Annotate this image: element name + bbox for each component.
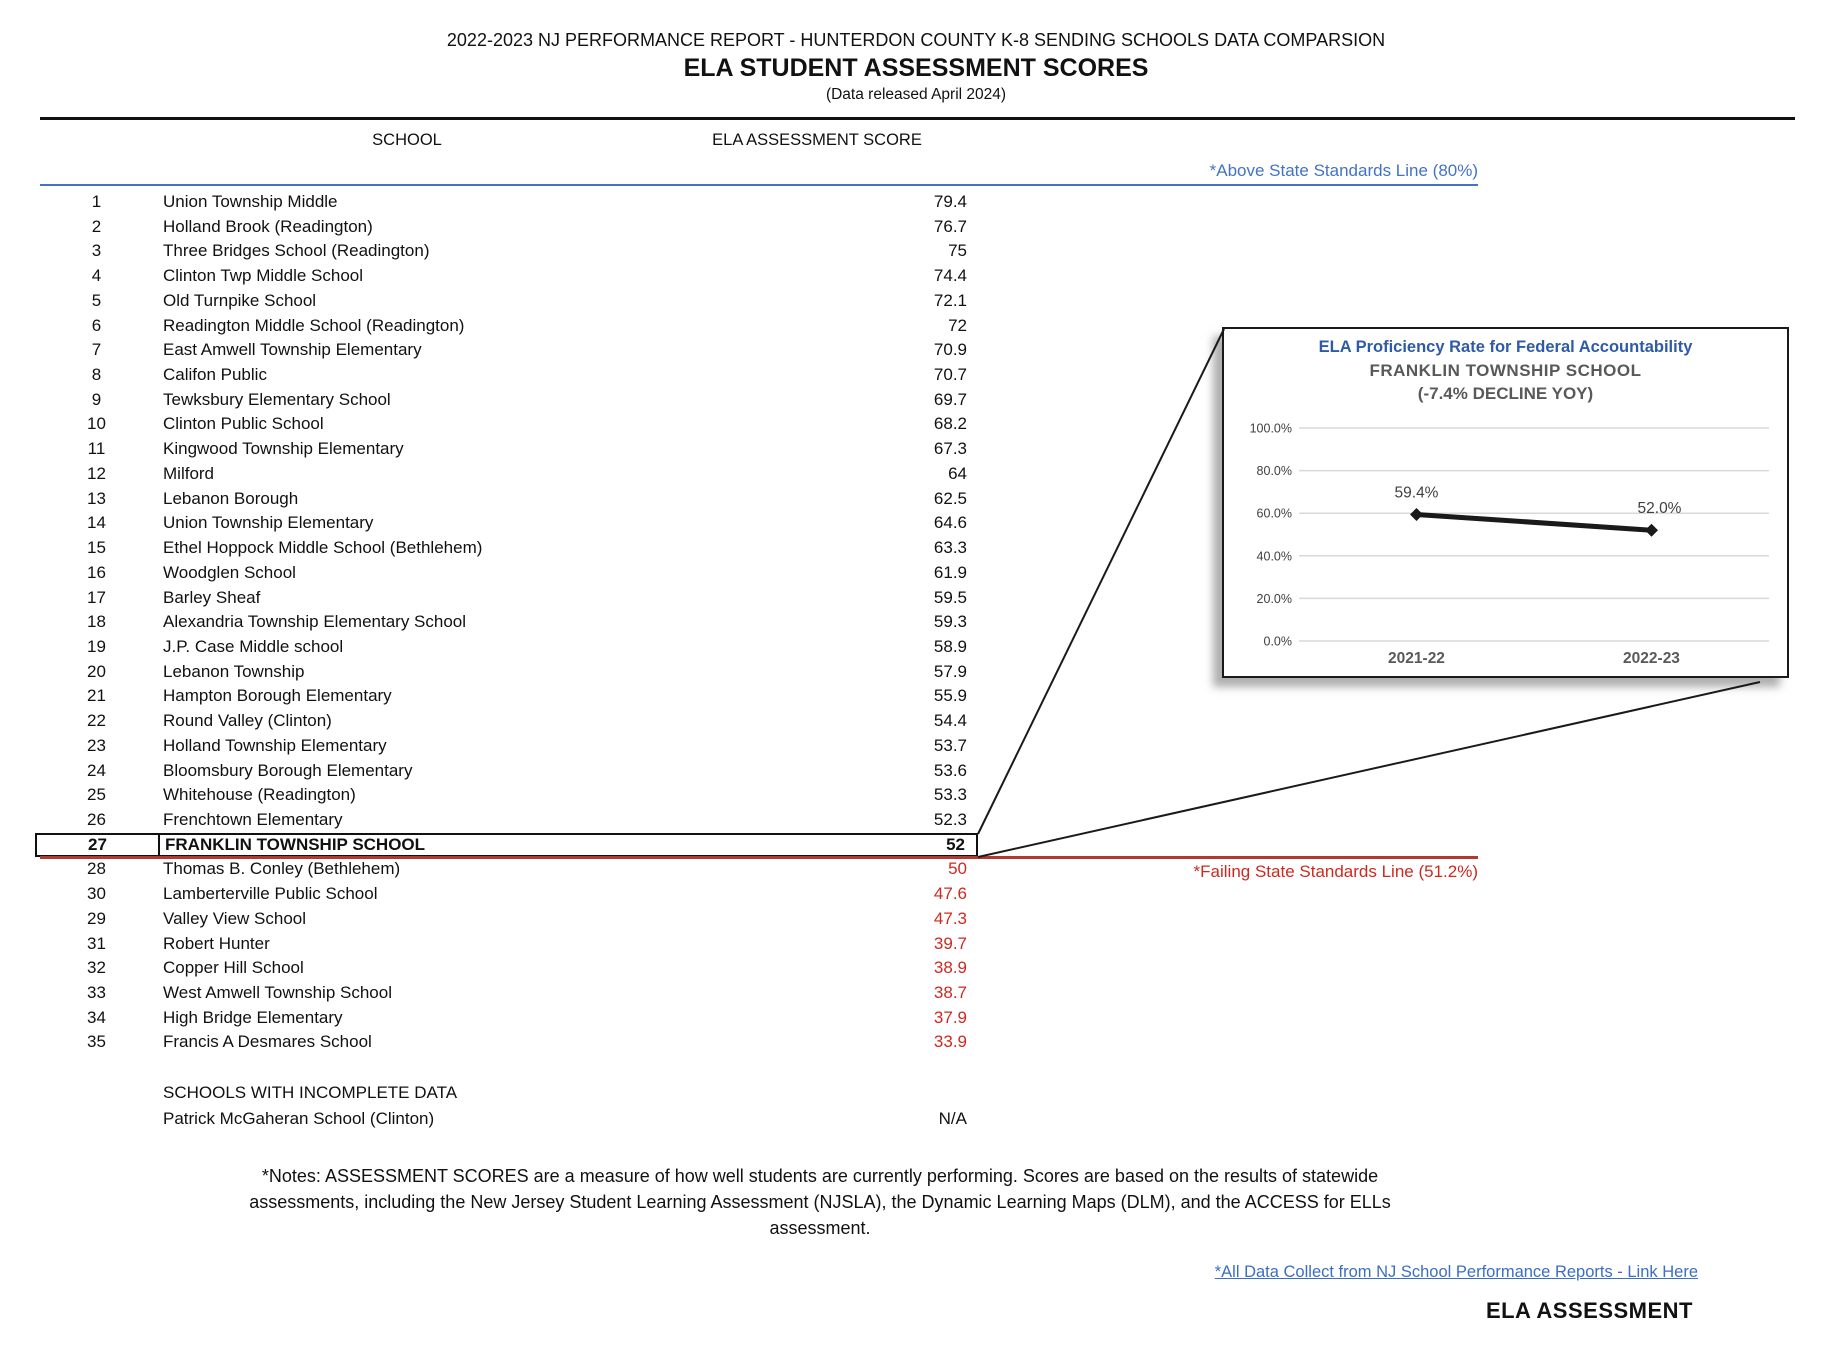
score: 76.7 [933, 216, 967, 236]
sheet-label: ELA ASSESSMENT [1485, 1298, 1693, 1323]
rank: 30 [87, 884, 106, 904]
school-name: Milford [163, 463, 215, 483]
rank: 10 [87, 414, 106, 434]
school-name: Lamberterville Public School [163, 884, 378, 904]
table-row [35, 215, 978, 240]
score: 54.4 [933, 711, 967, 731]
x-tick-label: 2021-22 [1388, 650, 1445, 667]
score: 62.5 [933, 488, 967, 508]
table-row [35, 857, 978, 882]
series-line [1417, 514, 1652, 530]
incomplete-data-header: SCHOOLS WITH INCOMPLETE DATA [163, 1083, 458, 1102]
table-row [35, 709, 978, 734]
score: 38.9 [933, 958, 967, 978]
table-row [35, 833, 978, 858]
score: 47.3 [933, 908, 967, 928]
table-row [35, 511, 978, 536]
table-row [35, 1006, 978, 1031]
school-name: Old Turnpike School [163, 290, 317, 310]
rank: 5 [91, 290, 102, 310]
score: 57.9 [933, 661, 967, 681]
rank: 17 [87, 587, 106, 607]
rank: 11 [87, 439, 106, 459]
school-name: Thomas B. Conley (Bethlehem) [163, 859, 401, 879]
rank: 15 [87, 538, 106, 558]
school-name: Woodglen School [163, 562, 296, 582]
school-name: Robert Hunter [163, 933, 270, 953]
school-name: Three Bridges School (Readington) [163, 241, 430, 261]
table-row [35, 932, 978, 957]
school-name: Ethel Hoppock Middle School (Bethlehem) [163, 538, 483, 558]
data-point-marker [1645, 524, 1658, 537]
score: 72.1 [933, 290, 967, 310]
rank: 21 [87, 686, 106, 706]
notes-line: assessments, including the New Jersey Student Learning Assessment (NJSLA), the Dynamic Learning Maps (DLM), and the ACCESS for ELLs [249, 1192, 1391, 1212]
rank: 31 [87, 933, 106, 953]
score: 75 [948, 241, 967, 261]
rank: 7 [91, 340, 102, 360]
rank: 25 [87, 785, 106, 805]
table-row-incomplete [35, 1109, 978, 1129]
rank: 12 [87, 463, 106, 483]
school-name: Barley Sheaf [163, 587, 261, 607]
y-tick-label: 100.0% [1249, 421, 1292, 436]
table-row [35, 487, 978, 512]
table-row [35, 264, 978, 289]
school-name: Lebanon Township [163, 661, 305, 681]
score: 59.3 [933, 612, 967, 632]
above-standards-line [40, 184, 1478, 186]
table-row [35, 536, 978, 561]
rank: 26 [87, 809, 106, 829]
chart-subtitle-school: FRANKLIN TOWNSHIP SCHOOL [1369, 361, 1642, 380]
school-name: Tewksbury Elementary School [163, 389, 391, 409]
table-row [35, 190, 978, 215]
school-name: West Amwell Township School [163, 983, 392, 1002]
school-name: East Amwell Township Elementary [163, 340, 422, 360]
school-name: Hampton Borough Elementary [163, 686, 392, 706]
table-row [35, 981, 978, 1006]
score: 61.9 [933, 562, 967, 582]
school-name: Patrick McGaheran School (Clinton) [163, 1109, 435, 1128]
table-row [35, 1030, 978, 1055]
table-row [35, 363, 978, 388]
score: 53.7 [933, 735, 967, 755]
notes-line: *Notes: ASSESSMENT SCORES are a measure of how well students are currently performing. Scores are based on the results of statewide [261, 1166, 1379, 1186]
table-row [35, 412, 978, 437]
y-tick-label: 0.0% [1263, 634, 1292, 649]
table-row [35, 783, 978, 808]
school-name: Clinton Public School [163, 414, 324, 434]
column-header-score: ELA ASSESSMENT SCORE [712, 131, 922, 149]
rank: 8 [91, 365, 102, 385]
chart-plot [1224, 411, 1787, 673]
data-point-marker [1410, 508, 1423, 521]
school-name: Readington Middle School (Readington) [163, 315, 465, 335]
score: 52 [946, 834, 965, 854]
school-name: Valley View School [163, 908, 307, 928]
table-row [35, 734, 978, 759]
proficiency-chart [1222, 327, 1789, 678]
school-name: Copper Hill School [163, 958, 304, 978]
y-tick-label: 80.0% [1256, 464, 1292, 479]
rank: 9 [91, 389, 102, 409]
score: 55.9 [933, 686, 967, 706]
score: 68.2 [933, 414, 967, 434]
rank: 27 [37, 835, 160, 856]
table-row [35, 289, 978, 314]
table-row [35, 610, 978, 635]
table-row [35, 684, 978, 709]
table-row [35, 462, 978, 487]
school-name: High Bridge Elementary [163, 1007, 343, 1027]
school-name: FRANKLIN TOWNSHIP SCHOOL [165, 834, 426, 854]
notes [116, 1163, 1524, 1241]
table-row [35, 635, 978, 660]
score: 72 [948, 315, 967, 335]
score: 64.6 [933, 513, 967, 533]
school-name: Union Township Elementary [163, 513, 374, 533]
rank: 22 [87, 711, 106, 731]
score: 50 [948, 859, 967, 879]
score: 37.9 [933, 1007, 967, 1027]
table-row [35, 338, 978, 363]
table-row [35, 660, 978, 685]
score: 38.7 [933, 983, 967, 1002]
school-name: J.P. Case Middle school [163, 636, 344, 656]
table-row [35, 388, 978, 413]
rank: 33 [87, 983, 106, 1002]
score: 64 [948, 463, 967, 483]
chart-subtitle-decline: (-7.4% DECLINE YOY) [1417, 384, 1594, 403]
rank: 16 [87, 562, 106, 582]
rank: 24 [87, 760, 106, 780]
score: 74.4 [933, 266, 967, 286]
score: 58.9 [933, 636, 967, 656]
score: 70.9 [933, 340, 967, 360]
score: 39.7 [933, 933, 967, 953]
school-name: Holland Township Elementary [163, 735, 387, 755]
y-tick-label: 20.0% [1256, 591, 1292, 606]
score: 53.3 [933, 785, 967, 805]
rank: 3 [91, 241, 102, 261]
x-tick-label: 2022-23 [1623, 650, 1680, 667]
rank: 6 [91, 315, 102, 335]
rank: 18 [87, 612, 106, 632]
school-name: Round Valley (Clinton) [163, 711, 332, 731]
school-name: Lebanon Borough [163, 488, 299, 508]
report-header-line: 2022-2023 NJ PERFORMANCE REPORT - HUNTERDON COUNTY K-8 SENDING SCHOOLS DATA COMPARSION [446, 30, 1386, 50]
table-row [35, 808, 978, 833]
rank: 32 [87, 958, 106, 978]
table-row [35, 759, 978, 784]
school-name: Bloomsbury Borough Elementary [163, 760, 413, 780]
data-label: 52.0% [1637, 500, 1682, 518]
score: 67.3 [933, 439, 967, 459]
notes-line: assessment. [769, 1218, 871, 1238]
table-row [35, 882, 978, 907]
rank: 1 [91, 192, 102, 211]
score: 47.6 [933, 884, 967, 904]
rank: 34 [87, 1007, 106, 1027]
rank: 29 [87, 908, 106, 928]
rank: 20 [87, 661, 106, 681]
header-divider [40, 117, 1795, 120]
chart-title: ELA Proficiency Rate for Federal Accountability [1318, 338, 1693, 356]
failing-standards-line [40, 856, 1478, 859]
score: 59.5 [933, 587, 967, 607]
score: 79.4 [933, 192, 967, 211]
rank: 35 [87, 1032, 106, 1052]
school-name: Whitehouse (Readington) [163, 785, 356, 805]
column-header-school: SCHOOL [372, 131, 442, 149]
table-row [35, 314, 978, 339]
school-name: Califon Public [163, 365, 267, 385]
school-name: Kingwood Township Elementary [163, 439, 404, 459]
page-subtitle: (Data released April 2024) [825, 86, 1007, 103]
table-row [35, 907, 978, 932]
rank: 13 [87, 488, 106, 508]
rank: 4 [91, 266, 102, 286]
school-name: Holland Brook (Readington) [163, 216, 373, 236]
rank: 2 [91, 216, 102, 236]
school-name: Frenchtown Elementary [163, 809, 343, 829]
score: N/A [938, 1109, 967, 1128]
school-name: Francis A Desmares School [163, 1032, 372, 1052]
score: 63.3 [933, 538, 967, 558]
school-name: Alexandria Township Elementary School [163, 612, 467, 632]
y-tick-label: 60.0% [1256, 506, 1292, 521]
page-title: ELA STUDENT ASSESSMENT SCORES [683, 54, 1149, 82]
table-row [35, 956, 978, 981]
table-rows [35, 190, 978, 1055]
data-source-link[interactable]: *All Data Collect from NJ School Performance Reports - Link Here [1214, 1263, 1698, 1281]
score: 53.6 [933, 760, 967, 780]
y-tick-label: 40.0% [1256, 549, 1292, 564]
table-row [35, 586, 978, 611]
school-name: Clinton Twp Middle School [163, 266, 364, 286]
rank: 28 [87, 859, 106, 879]
above-standards-label: *Above State Standards Line (80%) [1209, 161, 1478, 180]
score: 33.9 [933, 1032, 967, 1052]
school-name: Union Township Middle [163, 192, 338, 211]
table-row [35, 437, 978, 462]
rank: 23 [87, 735, 106, 755]
rank: 14 [87, 513, 106, 533]
table-row [35, 239, 978, 264]
rank: 19 [87, 636, 106, 656]
table-row [35, 561, 978, 586]
failing-standards-label: *Failing State Standards Line (51.2%) [1193, 862, 1478, 881]
score: 69.7 [933, 389, 967, 409]
score: 70.7 [933, 365, 967, 385]
score: 52.3 [933, 809, 967, 829]
data-label: 59.4% [1394, 484, 1439, 502]
